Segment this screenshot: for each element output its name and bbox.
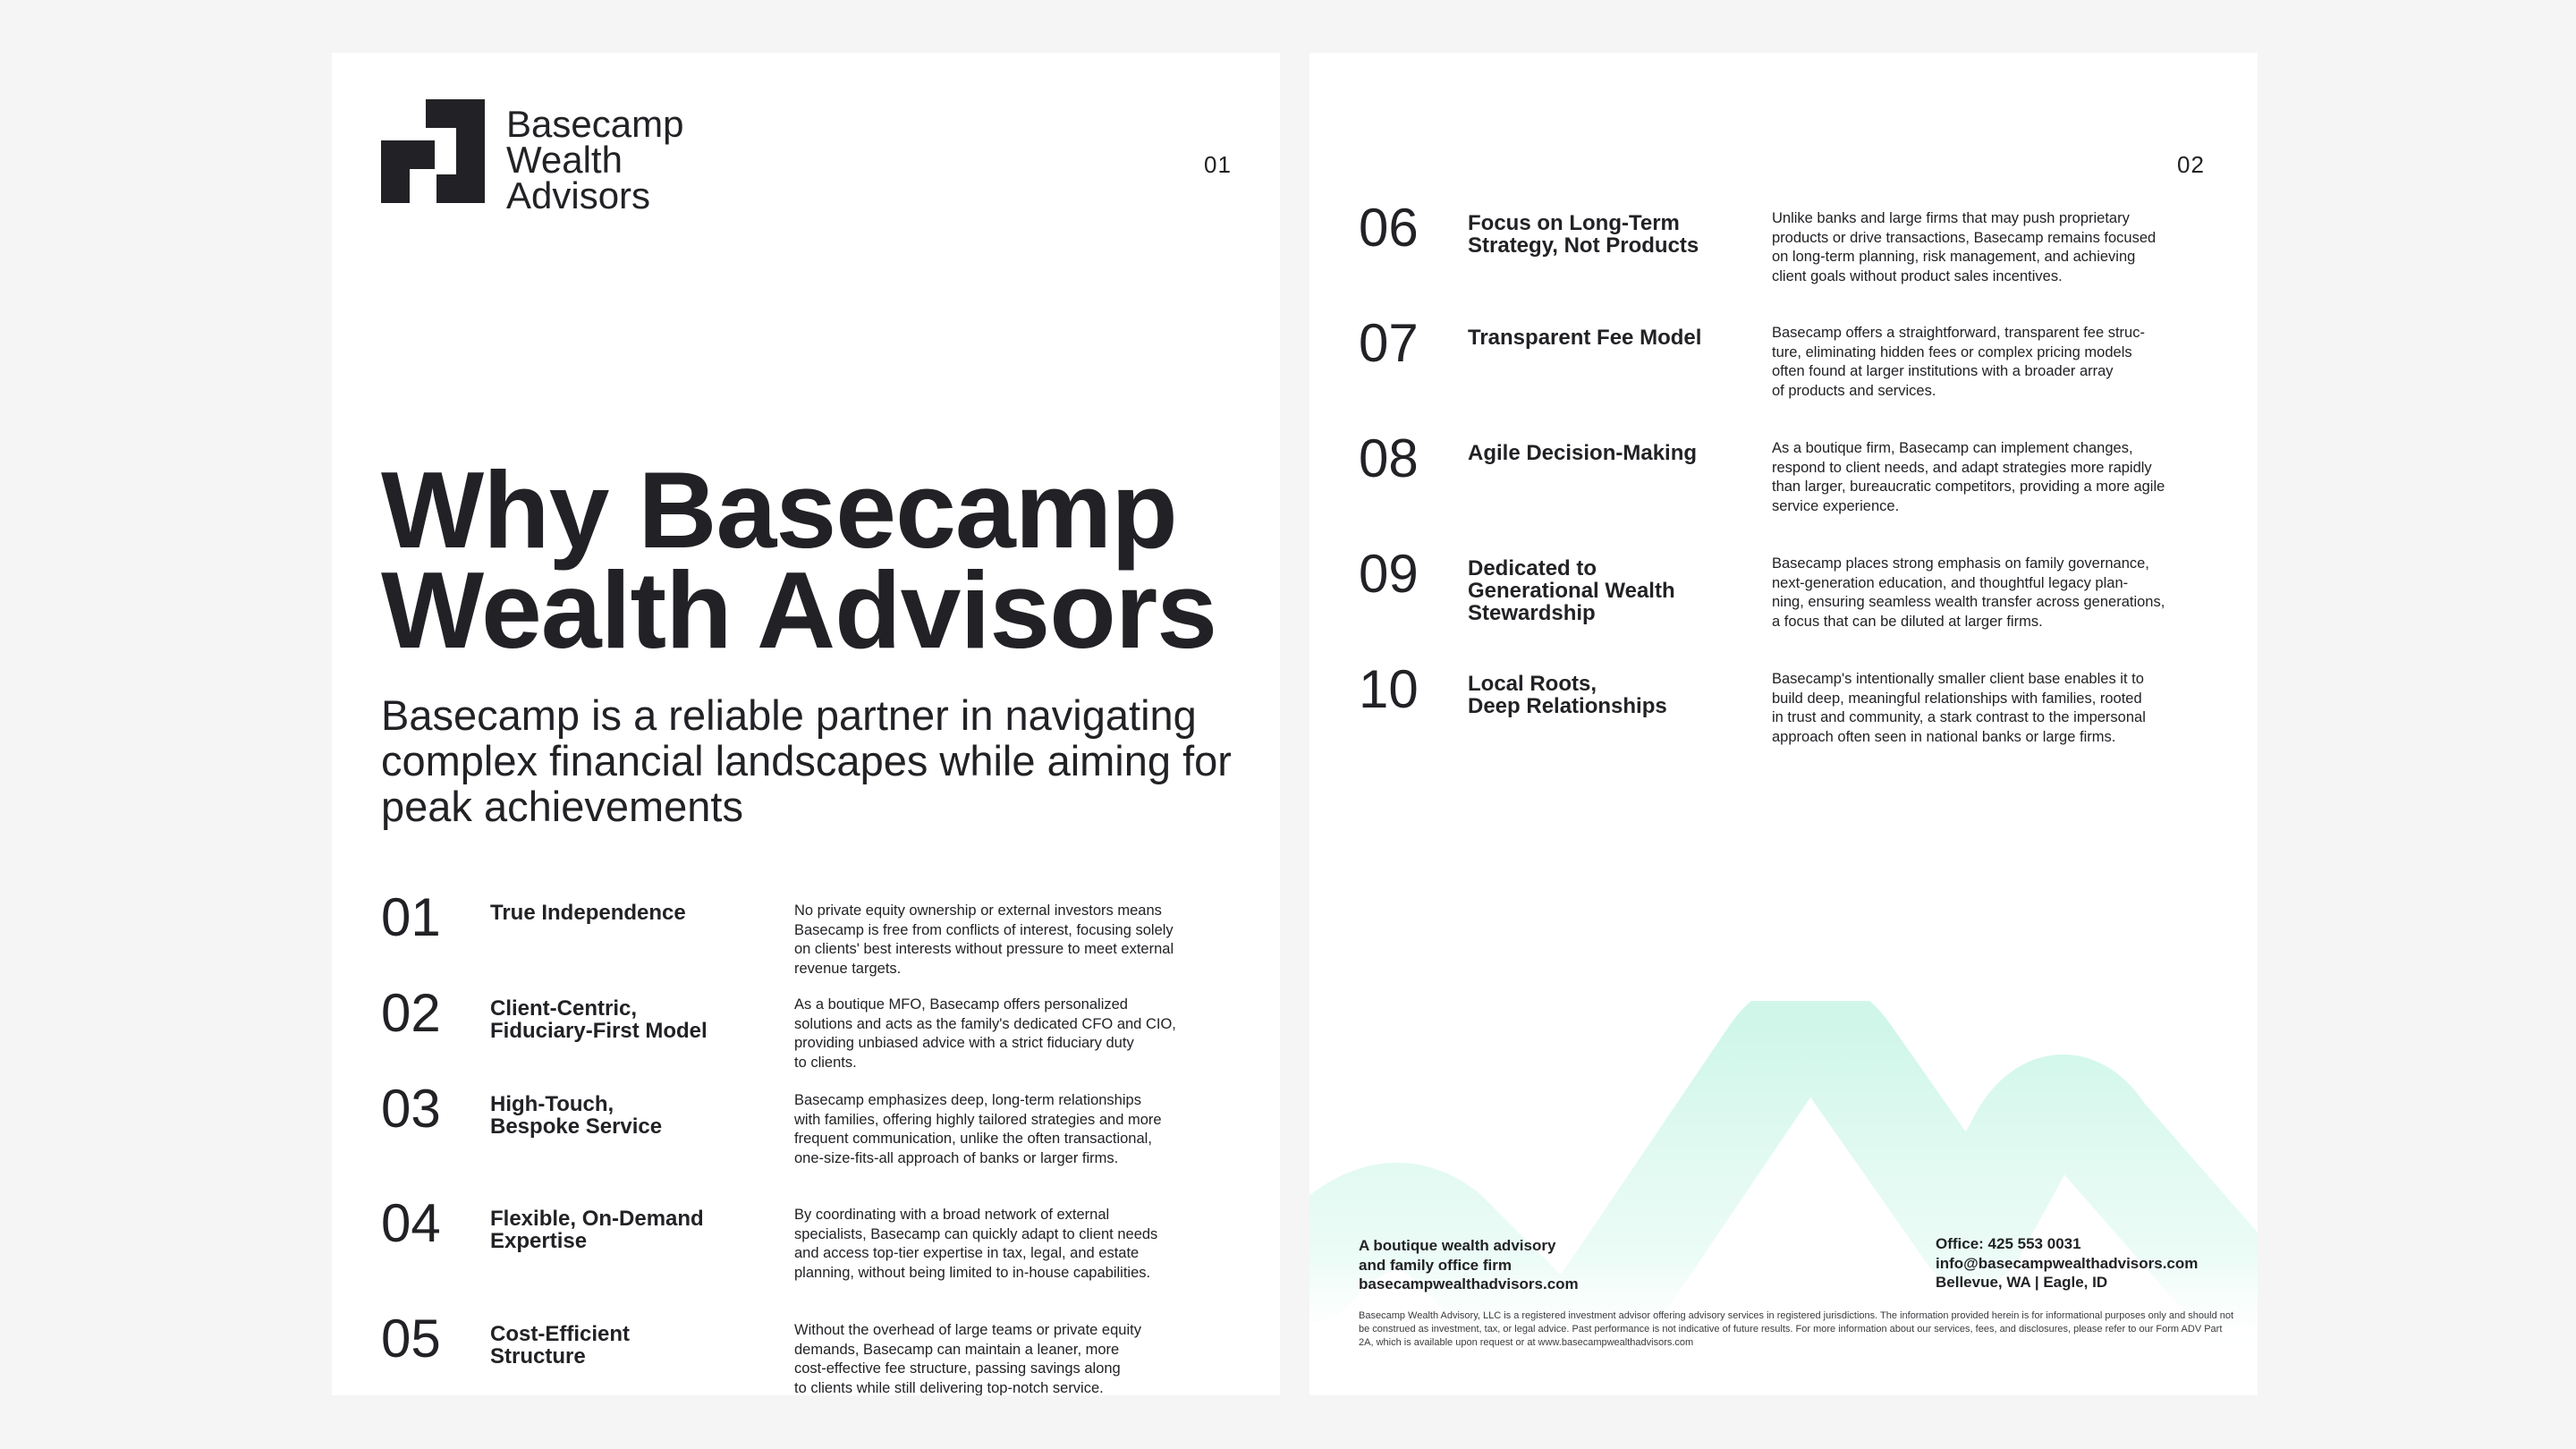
page-number: 02	[2177, 151, 2205, 178]
page-2	[1309, 53, 2258, 1395]
footer-contact	[1936, 1234, 2198, 1292]
website-link[interactable]: basecampwealthadvisors.com	[1359, 1275, 1579, 1292]
logo-line-3: Advisors	[506, 174, 651, 216]
item-number: 05	[381, 1309, 441, 1368]
page-number: 01	[1204, 151, 1232, 178]
logo-wordmark	[506, 103, 684, 216]
subtitle: Basecamp is a reliable partner in navigating complex financial landscapes while aiming for peak achievements	[381, 691, 1232, 830]
item-number: 06	[1359, 198, 1419, 258]
item-number: 04	[381, 1193, 441, 1253]
item-description: As a boutique firm, Basecamp can implement changes, respond to client needs, and adapt strategies more rapidly than larger, bureaucratic competitors, providing a more agile service experience.	[1772, 440, 2165, 514]
item-title: Local Roots, Deep Relationships	[1468, 672, 1667, 718]
item-number: 02	[381, 983, 441, 1043]
item-title: True Independence	[490, 901, 686, 925]
logo-line-1: Basecamp	[506, 103, 684, 145]
item-description: Basecamp's intentionally smaller client base enables it to build deep, meaningful relationships with families, rooted in trust and community, a stark contrast to the impersonal approach often seen in national banks or large firms.	[1772, 671, 2146, 745]
item-number: 03	[381, 1079, 441, 1139]
tagline-line-2: and family office firm	[1359, 1256, 1512, 1274]
email-link[interactable]: info@basecampwealthadvisors.com	[1936, 1254, 2199, 1272]
item-description: As a boutique MFO, Basecamp offers personalized solutions and acts as the family's dedicated CFO and CIO, providing unbiased advice with a strict fiduciary duty to clients.	[794, 996, 1176, 1071]
item-description: By coordinating with a broad network of external specialists, Basecamp can quickly adapt to client needs and access top-tier expertise in tax, legal, and estate planning, without being limited to in-house capabilities.	[794, 1207, 1158, 1281]
logo-line-2: Wealth	[506, 139, 623, 181]
item-description: Basecamp offers a straightforward, transparent fee struc- ture, eliminating hidden fees or complex pricing models often found at larger institutions with a broader array of products and services.	[1772, 325, 2145, 399]
company-logo	[381, 99, 683, 214]
item-title: Client-Centric, Fiduciary-First Model	[490, 996, 708, 1043]
item-number: 08	[1359, 428, 1419, 488]
page-title	[381, 449, 1217, 671]
item-description: Basecamp emphasizes deep, long-term relationships with families, offering highly tailored strategies and more frequent communication, unlike the often transactional, one-size-fits-all approach of banks or larger firms.	[794, 1092, 1162, 1166]
item-description: Without the overhead of large teams or private equity demands, Basecamp can maintain a leaner, more cost-effective fee structure, passing savings along to clients while still delivering top-notch service.	[794, 1322, 1141, 1395]
legal-disclaimer: Basecamp Wealth Advisory, LLC is a registered investment advisor offering advisory services in registered jurisdictions. The information provided herein is for informational purposes only and should not be construed as investment, tax, or legal advice. Past performance is not indicative of future results. For more information about our services, fees, and disclosures, please refer to our Form ADV Part 2A, which is available upon request or at www.basecampwealthadvisors.com	[1359, 1310, 2234, 1348]
item-number: 09	[1359, 544, 1419, 604]
item-number: 10	[1359, 659, 1419, 719]
item-title: Flexible, On-Demand Expertise	[490, 1207, 704, 1253]
item-description: No private equity ownership or external investors means Basecamp is free from conflicts of interest, focusing solely on clients' best interests without pressure to meet external revenue targets.	[794, 902, 1174, 977]
title-line-1: Why Basecamp	[381, 449, 1177, 571]
item-description: Unlike banks and large firms that may push proprietary products or drive transactions, Basecamp remains focused on long-term planning, risk management, and achieving client goals without product sales incentives.	[1772, 210, 2157, 284]
office-locations: Bellevue, WA | Eagle, ID	[1936, 1274, 2108, 1291]
item-description: Basecamp places strong emphasis on family governance, next-generation education, and thoughtful legacy plan- ning, ensuring seamless wealth transfer across generations, a focus that can be diluted at larger firms.	[1772, 555, 2165, 630]
item-title: High-Touch, Bespoke Service	[490, 1092, 663, 1139]
item-title: Agile Decision-Making	[1468, 441, 1698, 465]
item-number: 01	[381, 887, 441, 947]
item-title: Transparent Fee Model	[1468, 326, 1702, 350]
tagline-line-1: A boutique wealth advisory	[1359, 1237, 1556, 1254]
item-title: Cost-Efficient Structure	[490, 1322, 630, 1368]
title-line-2: Wealth Advisors	[381, 549, 1217, 671]
item-title: Dedicated to Generational Wealth Stewardship	[1468, 556, 1675, 625]
page-1	[332, 53, 1280, 1395]
basecamp-steps-logo-icon	[381, 99, 485, 205]
footer-tagline	[1359, 1236, 1579, 1294]
office-phone[interactable]: Office: 425 553 0031	[1936, 1235, 2081, 1252]
item-title: Focus on Long-Term Strategy, Not Products	[1468, 211, 1699, 258]
item-number: 07	[1359, 313, 1419, 373]
